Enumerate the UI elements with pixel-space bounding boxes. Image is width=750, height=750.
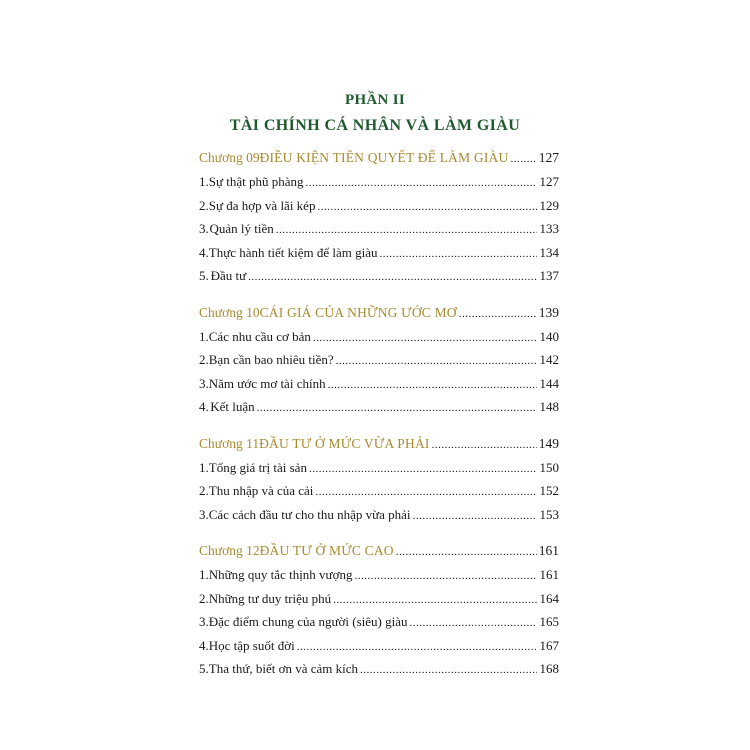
dot-leader [257,402,537,414]
dot-leader [410,617,538,629]
entry-number: 4. [199,399,209,414]
chapter-page-number: 149 [538,435,559,451]
entry-number: 2. [199,483,209,498]
entry-page-number: 127 [539,174,559,189]
entry-page-number: 165 [539,614,559,629]
entry-title: Những tư duy triệu phú [208,590,332,606]
toc-entry[interactable] [199,245,559,269]
chapter-page-number: 127 [538,150,559,165]
entry-page-number: 153 [539,506,559,522]
entry-title: Tổng giá trị tài sản [208,459,307,475]
toc-entry[interactable] [199,567,559,591]
entry-number: 4. [199,244,209,260]
table-of-contents [199,150,559,698]
chapter-heading[interactable] [199,543,559,567]
chapter-title: ĐẦU TƯ Ở MỨC CAO [259,543,394,558]
entry-number: 3. [199,375,209,391]
entry-number: 3. [199,614,209,629]
toc-entry[interactable] [199,268,559,292]
entry-title: Những quy tắc thịnh vượng [208,567,353,582]
entry-number: 2. [199,352,209,367]
dot-leader [248,271,537,283]
toc-entry[interactable] [199,198,559,222]
toc-entry[interactable] [199,661,559,685]
entry-page-number: 134 [539,244,559,260]
toc-entry[interactable] [199,460,559,484]
toc-entry[interactable] [199,329,559,353]
chapter-block [199,150,559,292]
dot-leader [328,379,537,391]
chapter-block [199,436,559,531]
dot-leader [413,510,537,522]
entry-page-number: 140 [539,328,559,344]
entry-page-number: 133 [539,221,559,236]
chapter-number: Chương 11 [199,435,260,451]
entry-page-number: 168 [539,661,559,676]
entry-number: 1. [199,328,209,344]
chapter-number: Chương 12 [199,543,260,558]
entry-title: Quản lý tiền [209,221,274,236]
toc-entry[interactable] [199,483,559,507]
entry-page-number: 148 [539,399,559,414]
entry-title: Kết luận [210,399,255,414]
chapter-title: ĐIỀU KIỆN TIÊN QUYẾT ĐỂ LÀM GIÀU [259,150,509,165]
toc-entry[interactable] [199,638,559,662]
entry-title: Năm ước mơ tài chính [208,375,326,391]
chapter-number: Chương 09 [199,150,260,165]
entry-number: 1. [199,174,209,189]
entry-title: Các cách đầu tư cho thu nhập vừa phải [208,506,411,522]
entry-title: Sự thật phũ phàng [208,174,304,189]
toc-entry[interactable] [199,352,559,376]
entry-number: 1. [199,459,209,475]
entry-page-number: 164 [539,590,559,606]
toc-entry[interactable] [199,591,559,615]
chapter-title: CÁI GIÁ CỦA NHỮNG ƯỚC MƠ [259,304,457,320]
toc-entry[interactable] [199,376,559,400]
dot-leader [360,664,537,676]
toc-entry[interactable] [199,614,559,638]
dot-leader [317,201,537,213]
chapter-title: ĐẦU TƯ Ở MỨC VỪA PHẢI [259,435,430,451]
dot-leader [309,463,537,475]
chapter-page-number: 139 [538,304,559,320]
entry-number: 3. [199,506,209,522]
toc-entry[interactable] [199,507,559,531]
dot-leader [297,641,537,653]
entry-page-number: 161 [539,567,559,582]
entry-title: Đặc điểm chung của người (siêu) giàu [208,614,408,629]
entry-title: Tha thứ, biết ơn và cảm kích [208,661,359,676]
entry-page-number: 142 [539,352,559,367]
entry-page-number: 167 [539,637,559,653]
entry-number: 2. [199,590,209,606]
entry-title: Đầu tư [210,268,247,283]
dot-leader [333,594,537,606]
chapter-page-number: 161 [538,543,559,558]
toc-entry[interactable] [199,174,559,198]
entry-number: 2. [199,197,209,213]
dot-leader [380,248,537,260]
toc-entry[interactable] [199,399,559,423]
dot-leader [459,308,537,320]
entry-title: Bạn cần bao nhiêu tiền? [208,352,334,367]
entry-number: 5. [199,268,209,283]
chapter-number: Chương 10 [199,304,260,320]
chapter-heading[interactable] [199,150,559,174]
dot-leader [354,570,537,582]
dot-leader [313,332,537,344]
dot-leader [432,439,537,451]
entry-title: Thu nhập và của cải [208,483,314,498]
entry-title: Các nhu cầu cơ bản [208,328,311,344]
dot-leader [306,177,537,189]
part-title: TÀI CHÍNH CÁ NHÂN VÀ LÀM GIÀU [229,117,521,134]
entry-number: 1. [199,567,209,582]
chapter-heading[interactable] [199,305,559,329]
entry-page-number: 144 [539,375,559,391]
chapter-block [199,305,559,423]
dot-leader [336,355,537,367]
entry-page-number: 150 [539,459,559,475]
dot-leader [510,153,536,165]
chapter-block [199,543,559,685]
toc-entry[interactable] [199,221,559,245]
entry-number: 4. [199,637,209,653]
part-label: PHẦN II [344,92,406,108]
entry-title: Thực hành tiết kiệm để làm giàu [208,244,378,260]
entry-title: Sự đa hợp và lãi kép [208,197,316,213]
entry-number: 3. [199,221,209,236]
entry-page-number: 129 [539,197,559,213]
entry-page-number: 137 [539,268,559,283]
chapter-heading[interactable] [199,436,559,460]
entry-title: Học tập suốt đời [208,637,295,653]
dot-leader [276,224,537,236]
entry-page-number: 152 [539,483,559,498]
dot-leader [315,486,537,498]
entry-number: 5. [199,661,209,676]
dot-leader [396,546,537,558]
